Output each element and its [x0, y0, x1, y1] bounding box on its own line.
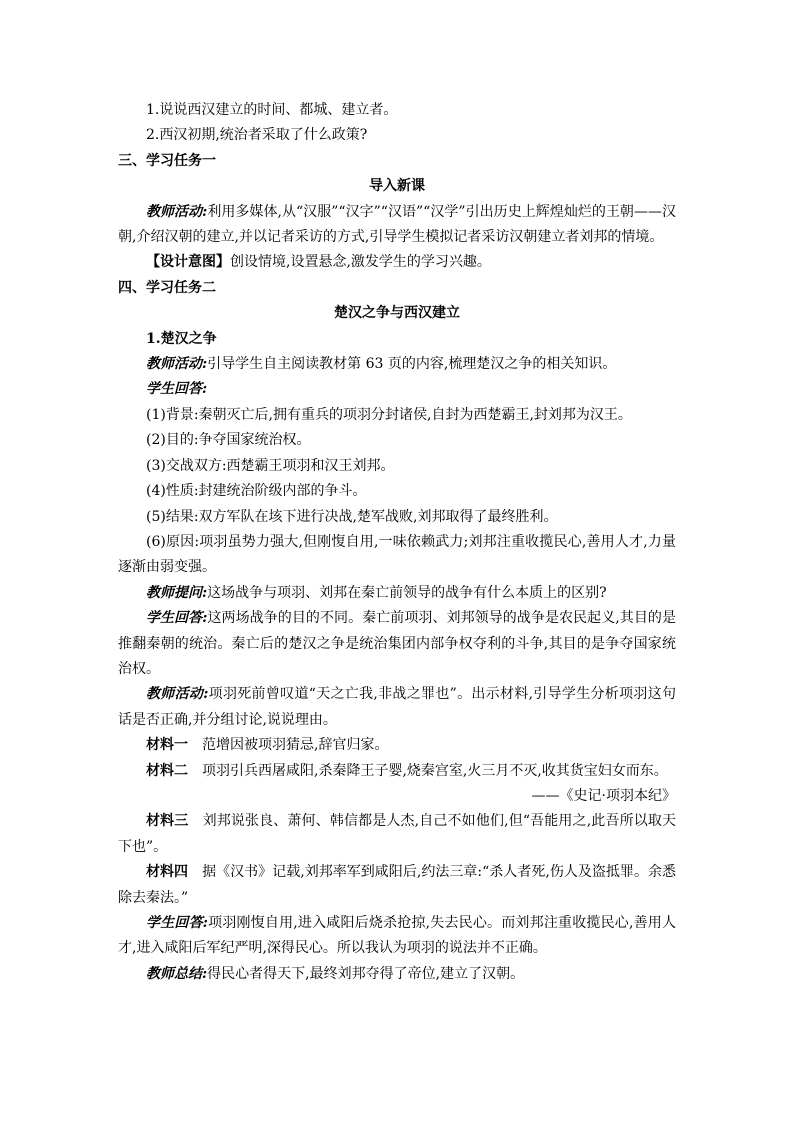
document-page — [118, 98, 676, 987]
teacher-question: 教师提问:这场战争与项羽、刘邦在秦亡前领导的战争有什么本质上的区别? — [146, 584, 607, 601]
section-4-subtitle: 楚汉之争与西汉建立 — [334, 305, 460, 322]
student-answer-2: 学生回答:项羽刚愎自用,进入咸阳后烧杀抢掠,失去民心。而刘邦注重收揽民心,善用人才,进入咸阳后军纪严明,深得民心。所以我认为项羽的说法并不正确。 — [118, 915, 676, 957]
point-2: (2)目的:争夺国家统治权。 — [146, 432, 311, 449]
section-3-subtitle: 导入新课 — [369, 178, 425, 195]
question-1: 1.说说西汉建立的时间、都城、建立者。 — [146, 102, 398, 118]
teacher-activity-intro: 教师活动:利用多媒体,从“汉服”“汉字”“汉语”“汉学”引出历史上辉煌灿烂的王朝——汉朝,介绍汉朝的建立,并以记者采访的方式,引导学生模拟记者采访汉朝建立者刘邦的情境。 — [118, 203, 676, 246]
material-1: 材料一 范增因被项羽猜忌,辞官归家。 — [146, 737, 389, 754]
teacher-summary: 教师总结:得民心者得天下,最终刘邦夺得了帝位,建立了汉朝。 — [146, 965, 525, 982]
point-4: (4)性质:封建统治阶级内部的争斗。 — [146, 483, 367, 500]
section-3-heading: 三、学习任务一 — [118, 152, 216, 169]
student-answer-label: 学生回答: — [146, 381, 208, 398]
student-answer-1: 学生回答:这两场战争的目的不同。秦亡前项羽、刘邦领导的战争是农民起义,其目的是推翻秦朝的统治。秦亡后的楚汉之争是统治集团内部争权夺利的斗争,其目的是争夺国家统治权。 — [118, 610, 676, 677]
design-intent-label: 【设计意图】 — [146, 254, 230, 271]
point-3: (3)交战双方:西楚霸王项羽和汉王刘邦。 — [146, 457, 395, 474]
material-3: 材料三 刘邦说张良、萧何、韩信都是人杰,自己不如他们,但“吾能用之,此吾所以取天下也”。 — [118, 813, 676, 855]
material-2-source: ——《史记·项羽本纪》 — [531, 787, 676, 804]
design-intent: 【设计意图】创设情境,设置悬念,激发学生的学习兴趣。 — [146, 254, 491, 271]
point-1: (1)背景:秦朝灭亡后,拥有重兵的项羽分封诸侯,自封为西楚霸王,封刘邦为汉王。 — [146, 406, 632, 423]
section-4-heading: 四、学习任务二 — [118, 279, 216, 296]
subsection-1-title: 1.楚汉之争 — [146, 330, 217, 347]
teacher-activity-2: 教师活动:项羽死前曾叹道“天之亡我,非战之罪也”。出示材料,引导学生分析项羽这句话是否正确,并分组讨论,说说理由。 — [118, 686, 676, 728]
teacher-activity-1: 教师活动:引导学生自主阅读教材第 63 页的内容,梳理楚汉之争的相关知识。 — [146, 356, 617, 373]
question-2: 2.西汉初期,统治者采取了什么政策? — [146, 127, 368, 144]
point-6: (6)原因:项羽虽势力强大,但刚愎自用,一味依赖武力;刘邦注重收揽民心,善用人才,力量逐渐由弱变强。 — [118, 533, 676, 576]
material-2: 材料二 项羽引兵西屠咸阳,杀秦降王子婴,烧秦宫室,火三月不灭,收其货宝妇女而东。 — [146, 762, 668, 779]
teacher-activity-label: 教师活动: — [146, 203, 208, 220]
material-4: 材料四 据《汉书》记载,刘邦率军到咸阳后,约法三章:“杀人者死,伤人及盗抵罪。余悉除去秦法。” — [118, 864, 676, 906]
point-5: (5)结果:双方军队在垓下进行决战,楚军战败,刘邦取得了最终胜利。 — [146, 508, 558, 525]
